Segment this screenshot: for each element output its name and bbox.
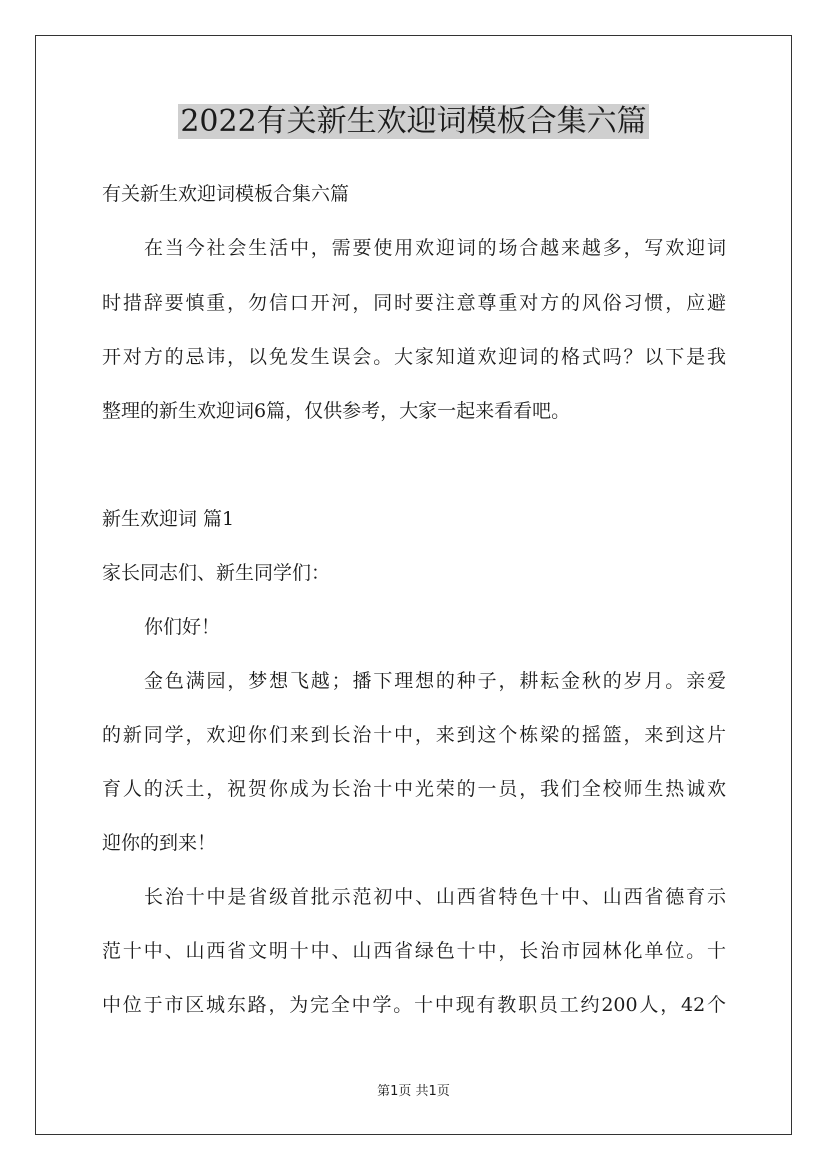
- intro-line-1: 在当今社会生活中，需要使用欢迎词的场合越来越多，写欢迎词: [144, 237, 726, 259]
- page-number-footer: 第1页 共1页: [377, 1084, 450, 1099]
- paragraph-2-line-2: 范十中、山西省文明十中、山西省绿色十中，长治市园林化单位。十: [102, 940, 726, 962]
- salutation: 家长同志们、新生同学们：: [102, 562, 331, 584]
- paragraph-2-line-3: 中位于市区城东路，为完全中学。十中现有教职员工约200人，42个: [102, 994, 726, 1016]
- section-heading: 新生欢迎词 篇1: [102, 508, 235, 530]
- document-title: 2022有关新生欢迎词模板合集六篇: [180, 104, 647, 139]
- intro-line-2: 时措辞要慎重，勿信口开河，同时要注意尊重对方的风俗习惯，应避: [102, 292, 726, 314]
- paragraph-1-line-1: 金色满园，梦想飞越；播下理想的种子，耕耘金秋的岁月。亲爱: [144, 670, 726, 692]
- paragraph-1-line-2: 的新同学，欢迎你们来到长治十中，来到这个栋梁的摇篮，来到这片: [102, 724, 726, 746]
- paragraph-2-line-1: 长治十中是省级首批示范初中、山西省特色十中、山西省德育示: [144, 886, 726, 908]
- document-subtitle: 有关新生欢迎词模板合集六篇: [102, 183, 350, 205]
- intro-line-3: 开对方的忌讳，以免发生误会。大家知道欢迎词的格式吗？以下是我: [102, 346, 726, 368]
- paragraph-1-line-4: 迎你的到来！: [102, 832, 217, 854]
- greeting: 你们好！: [144, 616, 221, 638]
- paragraph-1-line-3: 育人的沃土，祝贺你成为长治十中光荣的一员，我们全校师生热诚欢: [102, 778, 726, 800]
- intro-line-4: 整理的新生欢迎词6篇，仅供参考，大家一起来看看吧。: [102, 400, 571, 422]
